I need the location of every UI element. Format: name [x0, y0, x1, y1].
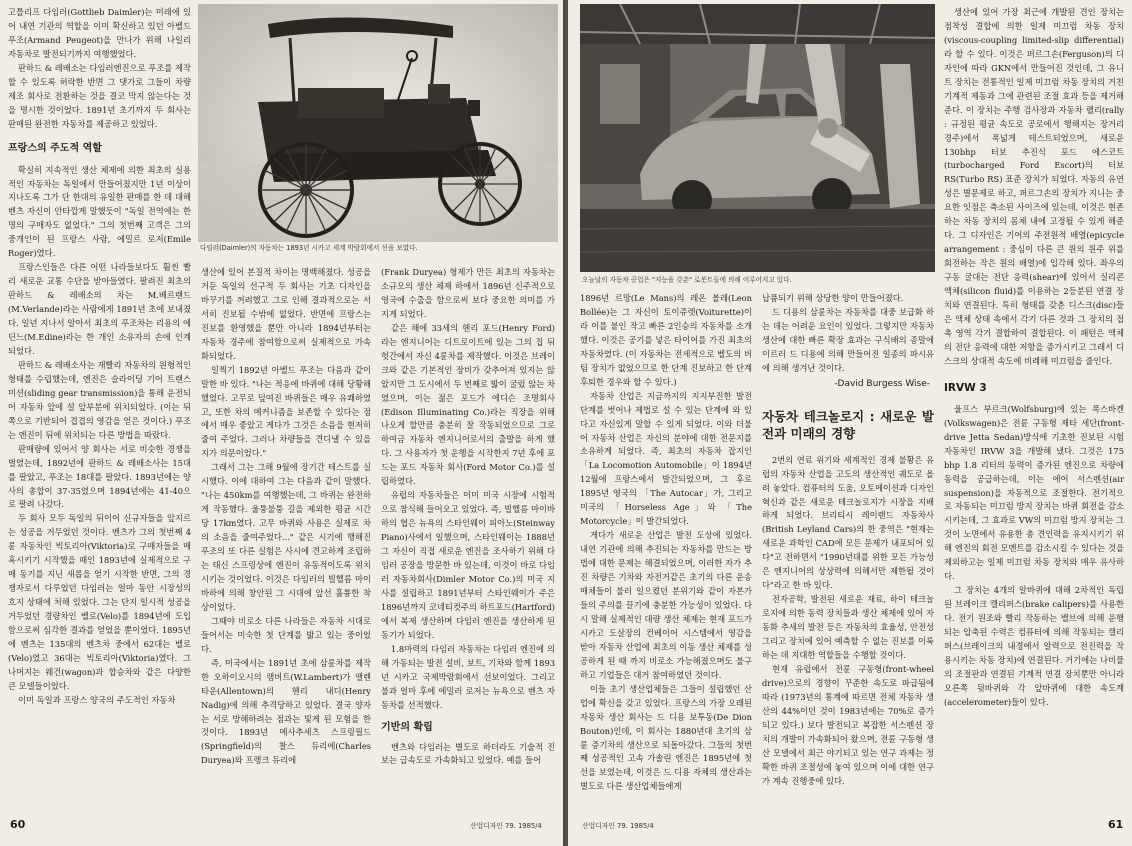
right-page — [568, 0, 1132, 846]
section-heading-irvw: IRVW 3 — [944, 381, 987, 394]
section-heading-tech: 자동차 테크놀로지 : 새로운 발전과 미래의 경향 — [762, 408, 934, 441]
page-number: 60 — [10, 818, 26, 831]
photo-caption: 다임러(Daimler)의 자동차는 1893년 시카고 세계 박람회에서 선을 보였다. — [200, 244, 418, 252]
paragraph: 현재 유럽에서 전륜 구동형(front-wheel drive)으로의 경향이 꾸준한 속도로 파급됨에 따라 (1973년의 통계에 따르면 전체 자동차 생산의 44%이던 것이 1983년에는 70%로 증가되고 있다.) 보다 발전되고 복잡한 서스펜션 장치의 개발이 가속화되어 왔으며, 전륜 구동형 생산 모델에서 최근 야기되고 있는 연구 과제는 정확한 바퀴 조절성에 놓여 있으며 이에 대한 연구가 계속 진행중에 있다. — [762, 663, 934, 786]
paragraph: 그래서 그는 그해 9월에 장기간 테스트를 실시했다. 이에 대하여 그는 다음과 같이 말했다. "나는 450km를 여행했는데, 그 바퀴는 완전하게 작동했다. 울퉁불퉁 길을 제외한 평균 시간당 17km였다. 고무 바퀴와 사용은 실제로 차의 소음을 줄여주었다..." 같은 시기에 행해진 푸조의 또 다른 실험은 사시에 견고하게 조립하는 태신 스프링상에 엔진이 유동적이도록 위치시키는 것이었다. 이것은 다임러의 빌헬름 마이바하에 의해 창안된 그 시대에 앞선 훌륭한 착상이었다. — [201, 462, 371, 612]
paragraph: 일찍기 1892년 아벨드 푸조는 다음과 같이 말한 바 있다. "나는 적응에 바퀴에 대해 당황해 했었다. 고무로 덮여진 바퀴들은 매우 유쾌하였고, 또한 차의 메커니즘을 보존할 수 있다는 점에서 매우 좋았고 게다가 그것은 소음을 현저히 줄여 주었다. 그러나 차량들을 견디낼 수 있을지가 의문이었다." — [201, 364, 371, 459]
page-number: 61 — [1108, 818, 1124, 831]
col1-part-b — [8, 164, 191, 708]
paragraph: 즉, 미국에서는 1891년 초에 삼륜차를 제작한 오하이오시의 램버트(W.Lambert)가 앨렌타운(Allentown)의 헨리 내디(Henry Nadig)에 의해 추격당하고 있었다. 결국 양자는 서로 방해하려는 점과는 빛게 된 모험을 한 것이다. 1893년 메사추세츠 스프링필드(Springfield)의 찰스 듀리에(Charles Duryea)와 프랭크 듀리에 — [201, 657, 371, 766]
page-footer: 산업디자인 79. 1985/4 — [582, 822, 654, 830]
robot-factory-photo — [580, 4, 935, 272]
left-col-2 — [201, 266, 371, 812]
paragraph: 게다가 새로운 산업은 발전 도상에 있었다. 내연 기관에 의해 추진되는 자동차를 만드는 방법에 대한 문제는 해결되었으며, 이러한 자가 추진 차량은 기차와 자전거같은 초기의 다른 운송 매체들이 불러 일으켰던 분위기와 같이 자본가들의 주의를 끌기에 충분한 가능성이 있었다. 다시 말해 실제적인 대량 생산 체제는 현재 포드가 시카고 도살장의 컨베이어 시스템에서 영감을 받아 자동차 산업에 최초의 이동 생산 체제를 성공하게 된 때 까지 비로소 가능해졌으며도 불구하고 기업들은 대거 참여하였던 것이다. — [580, 530, 752, 680]
right-col-1 — [580, 292, 752, 812]
paragraph: 이미 독일과 프랑스 양국의 주도적인 자동차 — [18, 694, 176, 705]
photo-caption: 오늘날의 자동차 공업은 "지능을 갖춘" 로봇트들에 의해 이루어지고 있다. — [582, 276, 792, 284]
paragraph: 유럽의 자동차들은 이미 미국 시장에 시험적으로 참식해 들어오고 있었다. 즉, 빌헬름 마이바하의 협은 뉴욕의 스타인웨이 피아노(Steinway Piano)사에서 일했으며, 스타인웨이는 1888년 그 자신이 직접 새로운 엔진을 조사하기 위해 다임러 공장을 방문한 바 있는데, 이것이 바로 다임러 자동차회사(Dimler Motor Co.)의 미국 지사를 설립하고 1891년부터 스타인웨이가 주은 1896년까지 코네티컷주의 하트포드(Hartford)에서 복제 생산하며 다임러 엔진을 생산하게 된 동기가 되었다. — [381, 490, 555, 640]
paragraph: 벤츠와 다임러는 별도로 하더라도 기술적 진보는 급속도로 가속화되고 있었다. 예를 들어 — [381, 741, 555, 766]
paragraph: 이들 초기 생산업체들은 그들이 설립했던 산업에 확신을 갖고 있었다. 프랑스의 가장 오래된 자동차 생산 회사는 드 디용 보투동(De Dion Bouton)인데, 이 회사는 1880년대 초기의 삼륜 증기차의 생산으로 되돌아갔다. 그들의 첫번째 성공적인 고속 가솔린 엔진은 1895년에 첫선을 보였는데, 이것은 드 디용 자체의 생산과는 별도로 다른 생산업체들에게 — [580, 683, 752, 792]
paragraph: 고틀리프 다임러(Gottlieb Daimler)는 미래에 있어 내연 기관의 역할을 이미 확신하고 있던 아벨드 푸조(Armand Peugeot)을 만나가 위해 나일리 자동차로 발전되기까지 여행했었다. — [8, 7, 191, 59]
paragraph: 드 디용의 삼륜차는 자동차를 대중 보급화 하는 데는 어려운 요인이 있었다. 그렇지만 자동차 생산에 대한 빠른 확장 효과는 구식배의 종말에 이르러 드 디용에 의해 만들어진 일종의 파시유에 의해 생겨난 것이다. — [762, 306, 934, 373]
left-col-1 — [8, 6, 191, 812]
paragraph: 생산에 있어 가장 최근에 개발된 견인 장치는 점착성 결합에 의한 일제 미끄럼 차동 장치(viscous-coupling limited-slip differential)라 할 수 있다. 이것은 퍼르그손(Ferguson)의 디자인에 따라 GKN에서 만들어진 것인데, 그 유니트 장치는 전통적인 일제 미끄럼 차동 장치의 거친 기계적 제동과 그에 관련된 조절 효과 등을 제거해 준다. 이 장치는 주행 검사장과 자동차 랠리(rally : 규정된 평균 속도로 공로에서 행해지는 장거리 경주)에서 폭넓게 테스트되었으며, 새로운 130bhp 터보 추진식 포드 에스코트(turbocharged Ford Escort)의 터보 RS(Turbo RS) 표준 장치가 되었다. 자동의 유연성은 별문제로 하고, 퍼르그손의 장치가 지니는 중요한 잇점은 축소된 사이즈에 있는데, 이것은 현존하는 차동 장치의 몸체 내에 고정될 수 있게 해준다. 그 디자인은 기어의 주전원적 배열(epicycle arrangement : 중심이 다른 큰 원의 원주 위를 회전하는 작은 원의 배열)에 입각해 있다. 좌우의 구동 굴대는 전단 응력(shear)에 있어서 실리콘 액체(silicon fluid)를 이용하는 2등분된 연결 장치와 연결된다. 특히 형태를 갖춘 디스크(disc)들은 액체 상태 속에서 각기 다른 것과 그 장치의 접촉 영역 각기 결합하여 결합된다. 이 패턴은 액체의 전단 응력에 대한 저항을 증가시키고 그래서 디스크의 상대적 속도에 비례해 미끄럼을 줄인다. — [944, 7, 1124, 366]
page-footer: 산업디자인 79. 1985/4 — [470, 822, 542, 830]
paragraph: 판하드 & 레배소는 다임러엔진으로 푸조를 제작할 수 있도록 허락한 반면 그 댓가로 그들이 차량 제조 회사로 전환하는 것을 결코 막지 않는다는 것을 명시한 것이었다. 1891년 초기까지 두 회사는 판매된 완전한 자동차를 제공하고 있었다. — [8, 62, 191, 129]
paragraph: 1896년 르망(Le Mans)의 레온 볼레(Leon Bollée)는 그 자신이 토이쥬렛(Voiturette)이라 이를 붙인 작고 빠른 2인승의 자동차를 소개했다. 이것은 공기를 넣은 타이어를 가진 최초의 자동차였다. (이 자동차는 전세적으로 벨도의 버팀 장치가 없었으므로 한 단계 진보하고 한 단계 후퇴한 경우와 할 수 있다.) — [580, 293, 752, 387]
section-heading-birth: 기반의 확립 — [381, 721, 433, 733]
right-col-2 — [762, 292, 934, 812]
paragraph: 생산에 있어 본질적 차이는 명백해졌다. 성공을 거둔 독일의 선구적 두 회사는 기초 디자인을 바꾸기를 꺼려했고 그로 인해 결과적으로는 서서히 진보될 수밖에 없었다. 반면에 프랑스는 진보를 환영했을 뿐만 아니라 1894년부터는 자동차 경주에 참여함으로써 실제적으로 가속화되었다. — [201, 267, 371, 361]
paragraph: 2번의 연료 위기와 세계적인 경제 불황은 유럽의 자동차 산업을 고도의 생산적인 궤도로 올려 놓았다. 컴퓨터의 도움, 오토메이션과 디자인 혁신과 같은 새로운 테크놀로지가 시장을 지배하게 되었다. 브리티시 레이랜드 자동차사(British Leyland Cars)의 한 중역은 "현재는 새로운 과학인 CAD에 모든 문제가 내포되어 있다"고 전하면서 "1990년대를 위한 모든 가능성은 엔지니어의 상상력에 의해서만 제한될 것이다"라고 한 바 있다. — [762, 454, 934, 591]
paragraph: 판하드 & 레배소사는 재빨리 자동차의 원형적인 형태를 수립했는데, 엔진은 슬라이딩 기어 트랜스미션(sliding gear transmission)을 통해 운전되어 자동차 앞에 설 앞부분에 위치되었다. (이는 뒤쪽으로 기반되어 겹겹의 영감을 얻은 것이다.) 푸조는 엔진이 뒤에 위치되는 다른 방법을 따랐다. — [8, 359, 191, 440]
paragraph: 판매량에 있어서 양 회사는 서로 비슷한 경쟁을 벌였는데, 1892년에 판하드 & 레배소사는 15대를 팔았고, 푸조는 18대를 팔았다. 1893년에는 양사의 총합이 37-35였으며 1894년에는 41-40으로 팔려 나갔다. — [8, 443, 191, 510]
paragraph: (Frank Duryea) 형제가 만든 최초의 자동차는 소규모의 생산 체제 하에서 1896년 신주적으로 영국에 수출을 함으로써 보다 중요한 의미를 가지게 되었다. — [381, 267, 555, 319]
paragraph: 프랑스인들은 다른 어떤 나라들보다도 훨씬 빨리 새로운 교통 수단을 받아들였다. 팔려진 최초의 판하드 & 레배소의 차는 M.베르랜드(M.Verlande)라는 사람에게 1891년 초에 보내졌다. 일년 지나서 알아서 최초의 푸조차는 리용의 에딘느(M.Edine)라는 한 개인 소유자의 손에 인계되었다. — [8, 262, 191, 356]
paragraph: 1.8마력의 다임러 자동차는 다임러 엔진에 의해 가동되는 발전 설비, 보트, 기차와 함께 1893년 시카고 국제박람회에서 선보이었다. 그리고 불과 얼마 후에 에밀러 로저는 뉴욕으로 벤츠 자동차를 선적했다. — [381, 643, 555, 710]
paragraph: 같은 해에 33세의 헨리 포드(Henry Ford)라는 엔지니어는 디트로이트에 있는 그의 집 뒤 헛간에서 자신 4륜차를 제작했다. 이것은 브레이크와 같은 기본적인 장비가 갖추어져 있지는 않았지만 그 도시에서 두 번째로 밟이 굴렀 않는 차였으며, 이는 젊은 포드가 에디슨 조명회사(Edison Illuminating Co.)라는 직장을 위해 나오게 할만큼 충분히 잘 작동되었으므로 그로 하여금 자동차 엔지니어로서의 출발을 하게 했다. 그 사용자가 첫 운행을 시작한지 7년 후에 포드는 포드 자동차 회사(Ford Motor Co.)를 설립하였다. — [381, 322, 555, 487]
col1-part-a — [8, 6, 191, 132]
paragraph: 두 회사 모두 독일의 뒤이어 신규자들을 앞지르는 성공을 거두었던 것이다. 벤츠가 그의 첫번째 4륜 자동차인 빅토리아(Viktoria)로 구매자들을 매혹시키기 시작했을 때인 1893년에 실제적으로 구매 동기를 지닌 새롭을 얻기 시작한 반면, 그의 경쟁자로서 다루었던 다임러는 얼마 동안 시장성의 흐지 상태에 처해 있었다. 그는 단지 일시적 성공을 거두었던 경량차인 벨로(Velo)를 1894년에 도입함으로써 심각한 결과를 얻었을 뿐이었다. 1895년에 벤츠는 135대의 벤츠차 중에서 62대는 벨로(Velo)였고 36대는 빅토리아(Viktoria)였다. 그 나머지는 웨건(wagon)과 합승차와 같은 다양한 큰 모델들이었다. — [8, 513, 191, 691]
paragraph: 납품되기 위해 상당한 양이 만들어졌다. — [762, 293, 904, 303]
paragraph: 전자공학, 발전된 새로운 재료, 하이 테크놀로지에 의한 동력 장치들과 생산 체제에 있어 자동화 추세의 발전 등은 자동차의 효율성, 안전성 그리고 장치에 있어 예측할 수 없는 진보를 이룩하는 데 지대한 역할들을 수행할 것이다. — [762, 594, 934, 661]
paragraph: 그 장치는 4개의 알바퀴에 대해 2차적인 독립된 브레이크 캘리퍼스(brake calipers)를 사용한다. 전기 원조와 빨리 작동하는 밸브에 의해 운행되는 압축된 수력은 컴퓨터에 의해 작동되는 캘리퍼스(브레이크의 내경에서 알력으로 전진력을 작용시키는 차동 장치)에 연결된다. 거기에는 나비풀의 조절판과 연결된 기계적 연결 장치뿐만 아니라 오른쪽 뒷바퀴와 각 앞바퀴에 대한 속도계(accelerometer)들이 있다. — [944, 585, 1124, 707]
right-col-3 — [944, 6, 1124, 812]
paragraph: 자동차 산업은 지금까지의 지지부진한 발전 단계를 벗어나 제법로 설 수 있는 단계에 와 있다고 자신있게 말할 수 있게 되었다. 이와 더불어 자동차 산업은 자신의 분야에 대한 전문지를 소유하게 되었다. 즉, 최초의 자동차 잡지인 「La Locomotion Automobile」이 1894년 12월에 프랑스에서 발간되었으며, 그 후로 1895년 영국의 「The Autocar」가, 그리고 미국의 「Horseless Age」와 「The Motorcycle」이 발간되었다. — [580, 390, 752, 527]
paragraph: 확실히 지속적인 생산 체제에 의한 최초의 실용적인 자동차는 독일에서 만들어졌지만 1년 이상이 지나도록 그가 단 한대의 유일한 판매를 한 데 대해 벤츠 자신이 안타깝게 말했듯이 "독일 전역에는 한 명의 구매자도 없었다." 그의 첫번째 고객은 그의 중개인이 된 프랑스 사람, 에밀르 로저(Emile Roger)였다. — [8, 164, 191, 259]
left-col-3 — [381, 266, 555, 812]
paragraph: 그때야 비로소 다른 나라들은 자동차 시대로 들어서는 미숙한 첫 단계를 밟고 있는 중이었다. — [201, 615, 371, 654]
author-signature: -David Burgess Wise- — [834, 378, 930, 389]
section-heading-france: 프랑스의 주도적 역할 — [8, 142, 102, 154]
left-page — [0, 0, 563, 846]
daimler-car-photo — [198, 4, 558, 242]
paragraph: 울프스 부르크(Wolfsburg)에 있는 폭스바겐(Volkswagen)은 전륜 구동형 제타 세단(front-drive Jetta Sedan)방식에 기초한 진보된 시험 자동차인 IRVW 3을 개발해 냈다. 그것은 175 bhp 1.8 리터의 동력이 증가된 엔진으로 차량에 동력을 공급하는데, 이는 에어 서스펜션(air suspension)을 자동적으로 조절한다. 전기적으로 자동되는 미끄럼 방지 장치는 바퀴 회전을 감소시키는데, 그 효과로 VW의 미끄럼 방지 장치는 그것이 노면에서 유용한 총 견인력을 유지시키기 위해 엔진의 회전 모멘트를 감소시킬 수 있다는 것을 제외하고는 일제 미끄럼 차동 장치와 매우 유사하다. — [944, 403, 1124, 582]
